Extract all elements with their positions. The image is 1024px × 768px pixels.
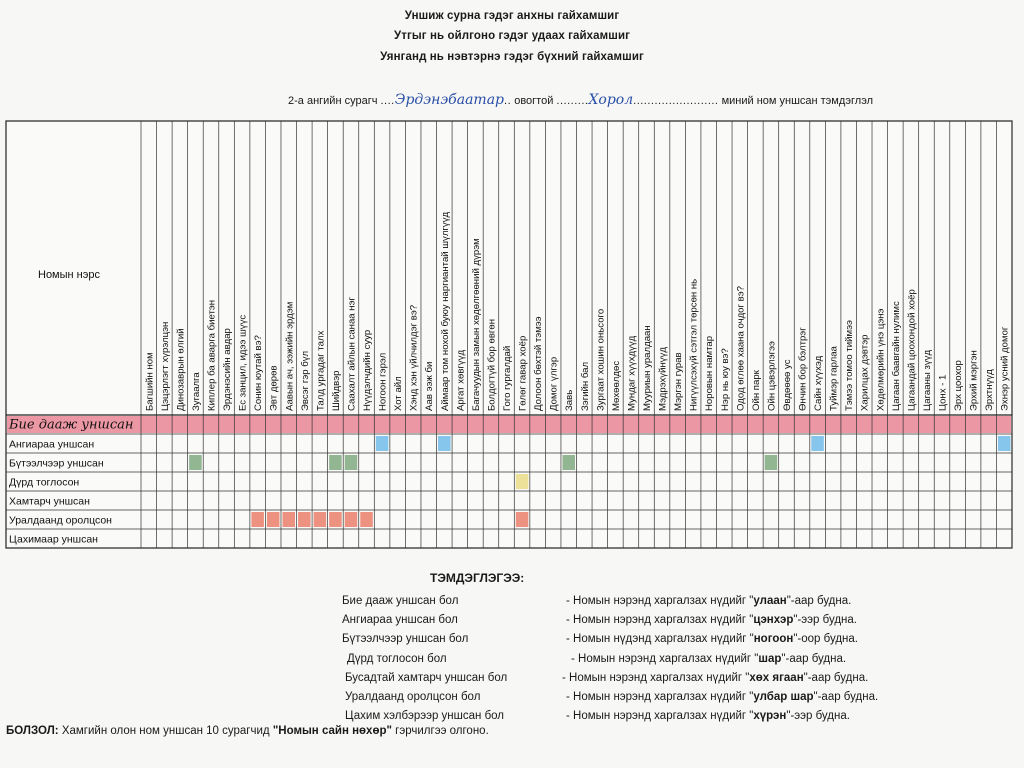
book-title: Одод өглөө хаана очдог вэ? bbox=[735, 285, 747, 411]
book-title: Шийдвэр bbox=[330, 370, 342, 411]
book-title: Ойн парк bbox=[750, 370, 762, 411]
book-title: Цагаан баавгайн нулимс bbox=[890, 301, 902, 411]
cell-mark bbox=[345, 455, 358, 470]
book-title: Багшийн ном bbox=[144, 352, 156, 411]
book-title: Зургаат хошин оньсого bbox=[595, 308, 607, 411]
book-title: Өвдөөөө ус bbox=[781, 359, 793, 411]
book-title: Мэдрэхүйнүүд bbox=[657, 347, 669, 411]
book-title: Аргат хөвгүүд bbox=[455, 349, 467, 411]
book-title: Хэнд хэн үйлчилдэг вэ? bbox=[408, 304, 420, 411]
book-title: Нэр нь юу вэ? bbox=[719, 348, 731, 411]
student-prefix: 2-а ангийн сурагч bbox=[288, 95, 378, 107]
book-title: Мууриын уралдаан bbox=[641, 325, 653, 411]
footer-condition bbox=[6, 725, 489, 737]
student-suffix: миний ном уншсан тэмдэглэл bbox=[721, 95, 873, 107]
cell-mark bbox=[516, 512, 529, 527]
book-title: Эрдэнэсийн авдар bbox=[222, 328, 234, 411]
legend-color-word: улбар шар bbox=[753, 691, 814, 703]
cell-mark bbox=[282, 512, 295, 527]
book-title: Эвт дөрөв bbox=[268, 365, 280, 411]
book-title: Киплер ба аварга биетэн bbox=[206, 299, 218, 411]
row-label: Дүрд тоглосон bbox=[9, 476, 80, 489]
book-title: Саахалт айлын санаа нэг bbox=[346, 296, 358, 411]
book-title: Талд ургадаг талх bbox=[315, 330, 327, 411]
cell-mark bbox=[562, 455, 575, 470]
book-title: Аав ээж би bbox=[424, 361, 436, 411]
book-title: Мундаг хүүхдүүд bbox=[626, 335, 638, 411]
legend-color-word: улаан bbox=[753, 595, 787, 607]
book-title: Гөлөг гавар хоёр bbox=[517, 335, 529, 411]
cell-mark bbox=[267, 512, 280, 527]
book-title: Нүүдэлчдийн суур bbox=[362, 329, 374, 411]
legend-item-condition: Бие дааж уншсан бол bbox=[342, 595, 459, 607]
book-title: Эхнэр усний домог bbox=[999, 326, 1011, 411]
legend-item-condition: Цахим хэлбэрээр уншсан бол bbox=[345, 710, 505, 723]
legend-item-instruction: - Номын нэрэнд харгалзах нүдийг "шар"-аар будна. bbox=[571, 652, 847, 665]
book-title: Цонх - 1 bbox=[937, 374, 949, 411]
legend-item-condition: Бусадтай хамтарч уншсан бол bbox=[345, 671, 508, 684]
book-title: Тэмээ томоо тиймээ bbox=[844, 320, 856, 411]
book-title: Цагаандай цоохондой хоёр bbox=[906, 289, 918, 411]
footer-text: Хамгийн олон ном уншсан 10 сурагчид bbox=[61, 725, 270, 737]
cell-mark bbox=[998, 436, 1011, 451]
legend-color-word: хүрэн bbox=[753, 710, 787, 723]
book-title: Домог үлгэр bbox=[548, 356, 560, 411]
book-title: Цэцэрлэгт хүрэлцэн bbox=[159, 321, 171, 411]
book-title: Нигүүлсэхүй сэтгэл төрсөн нь bbox=[688, 278, 700, 411]
book-title: Эрх цоохор bbox=[953, 360, 965, 411]
cell-mark bbox=[251, 512, 264, 527]
legend-item-instruction: - Номын нэрэнд харгалзах нүдийг "хүрэн"-ээр будна. bbox=[566, 710, 850, 723]
book-title: Ногоон гэрэл bbox=[377, 352, 389, 411]
book-title: Сайн хүүхэд bbox=[813, 355, 825, 411]
cell-mark bbox=[189, 455, 202, 470]
legend-color-word: цэнхэр bbox=[753, 614, 794, 627]
row-label: Ангиараа уншсан bbox=[9, 438, 95, 451]
book-title: Эвсэг гэр бүл bbox=[299, 350, 311, 411]
book-title: Харилцах дэвтэр bbox=[859, 334, 871, 411]
legend-color-word: хөх ягаан bbox=[749, 671, 804, 684]
book-title: Цагааны зүүд bbox=[921, 349, 933, 411]
student-surname-handwritten: Хорол bbox=[588, 92, 634, 108]
cell-mark bbox=[329, 455, 342, 470]
cell-mark bbox=[329, 512, 342, 527]
student-middle: овогтой bbox=[514, 95, 554, 107]
legend-item-instruction: - Номын нэрэнд харгалзах нүдийг "улаан"-аар будна. bbox=[566, 595, 852, 607]
footer-award: "Номын сайн нөхөр" bbox=[272, 725, 392, 737]
row-label: Цахимаар уншсан bbox=[9, 533, 98, 546]
cell-mark bbox=[376, 436, 389, 451]
legend-item-condition: Дүрд тоглосон бол bbox=[347, 652, 447, 665]
book-title: Багачуудын замын хөдөлгөөний дүрэм bbox=[470, 238, 482, 411]
cell-mark bbox=[298, 512, 311, 527]
cell-mark bbox=[516, 474, 529, 489]
cell-mark bbox=[345, 512, 358, 527]
book-title: Долоон бөхтэй тэмээ bbox=[533, 316, 545, 411]
legend-title: ТЭМДЭГЛЭГЭЭ: bbox=[430, 571, 525, 585]
row-label: Бүтээлчээр уншсан bbox=[9, 457, 104, 470]
book-title: Аймаар том нохой буюу наргиантай шүлгүүд bbox=[439, 211, 451, 411]
book-title: Эрхтнүүд bbox=[984, 369, 996, 411]
book-title: Болдогтүй бор өвгөн bbox=[486, 318, 498, 411]
student-name-handwritten: Эрдэнэбаатар bbox=[394, 92, 505, 108]
book-title: Хөдөлмөрийн үнэ цэнэ bbox=[875, 308, 887, 411]
legend-color-word: шар bbox=[758, 652, 782, 665]
book-title: Мөхөөлдөс bbox=[610, 360, 622, 411]
row-label: Хамтарч уншсан bbox=[9, 495, 90, 508]
motto-line-2: Утгыг нь ойлгоно гэдэг удаах гайхамшиг bbox=[393, 30, 631, 42]
legend-item-instruction: - Номын нэрэнд харгалзах нүдийг "хөх ягаан"-аар будна. bbox=[562, 671, 869, 684]
book-title: Гого гургалдай bbox=[502, 345, 514, 411]
legend-item-condition: Ангиараа уншсан бол bbox=[342, 614, 458, 627]
legend-color-word: ногоон bbox=[753, 633, 794, 646]
motto-line-1: Уншиж сурна гэдэг анхны гайхамшиг bbox=[404, 10, 620, 22]
book-title: Эрхий мэргэн bbox=[968, 350, 980, 411]
legend-item-instruction: - Номын нэрэнд харгалзах нүдийг "цэнхэр"-ээр будна. bbox=[566, 614, 857, 627]
corner-label: Номын нэрс bbox=[38, 269, 100, 281]
book-title: Сонин юутай вэ? bbox=[253, 335, 265, 411]
cell-mark bbox=[765, 455, 778, 470]
book-title: Зугаалга bbox=[190, 372, 202, 411]
cell-mark bbox=[314, 512, 327, 527]
cell-mark bbox=[360, 512, 373, 527]
book-title: Өнчин бор бэлтрэг bbox=[797, 327, 809, 411]
footer-label: БОЛЗОЛ: bbox=[6, 725, 59, 737]
self-read-highlight bbox=[7, 416, 1011, 433]
book-title: Хот айл bbox=[393, 376, 405, 411]
legend-item-instruction: - Номын нэрэнд харгалзах нүдийг "улбар шар"-аар будна. bbox=[566, 691, 879, 703]
legend-item-condition: Бүтээлчээр уншсан бол bbox=[342, 633, 469, 646]
cell-mark bbox=[811, 436, 824, 451]
row-label: Уралдаанд оролцсон bbox=[9, 514, 112, 527]
book-title: Мэргэн гурав bbox=[673, 352, 685, 411]
legend-item-condition: Уралдаанд оролцсон бол bbox=[345, 691, 481, 703]
legend-item-instruction: - Номын нүдэнд харгалзах нүдийг "ногоон"-оор будна. bbox=[566, 633, 858, 646]
book-title: Завь bbox=[564, 389, 576, 411]
footer-end: гэрчилгээ олгоно. bbox=[395, 725, 489, 737]
cell-mark bbox=[438, 436, 451, 451]
book-title: Зэгийн бал bbox=[579, 361, 591, 411]
motto-line-3: Уянганд нь нэвтэрнэ гэдэг бүхний гайхамшиг bbox=[380, 51, 644, 63]
book-title: Туймэр гарлаа bbox=[828, 346, 840, 411]
book-title: Ойн цэвэрлэгээ bbox=[766, 341, 778, 411]
book-title: Аавын ач, ээжийн эрдэм bbox=[284, 301, 296, 411]
book-title: Ес занцил, идээ шүүс bbox=[237, 314, 249, 411]
row-label: Бие дааж уншсан bbox=[9, 417, 134, 433]
student-line: 2-а ангийн сурагч ....Эрдэнэбаатар.. овогтой .........Хорол........................ миний ном уншсан тэмдэглэл bbox=[288, 92, 873, 108]
book-title: Норовын намтар bbox=[704, 335, 716, 411]
book-title: Динозаврын өлгий bbox=[175, 328, 187, 411]
